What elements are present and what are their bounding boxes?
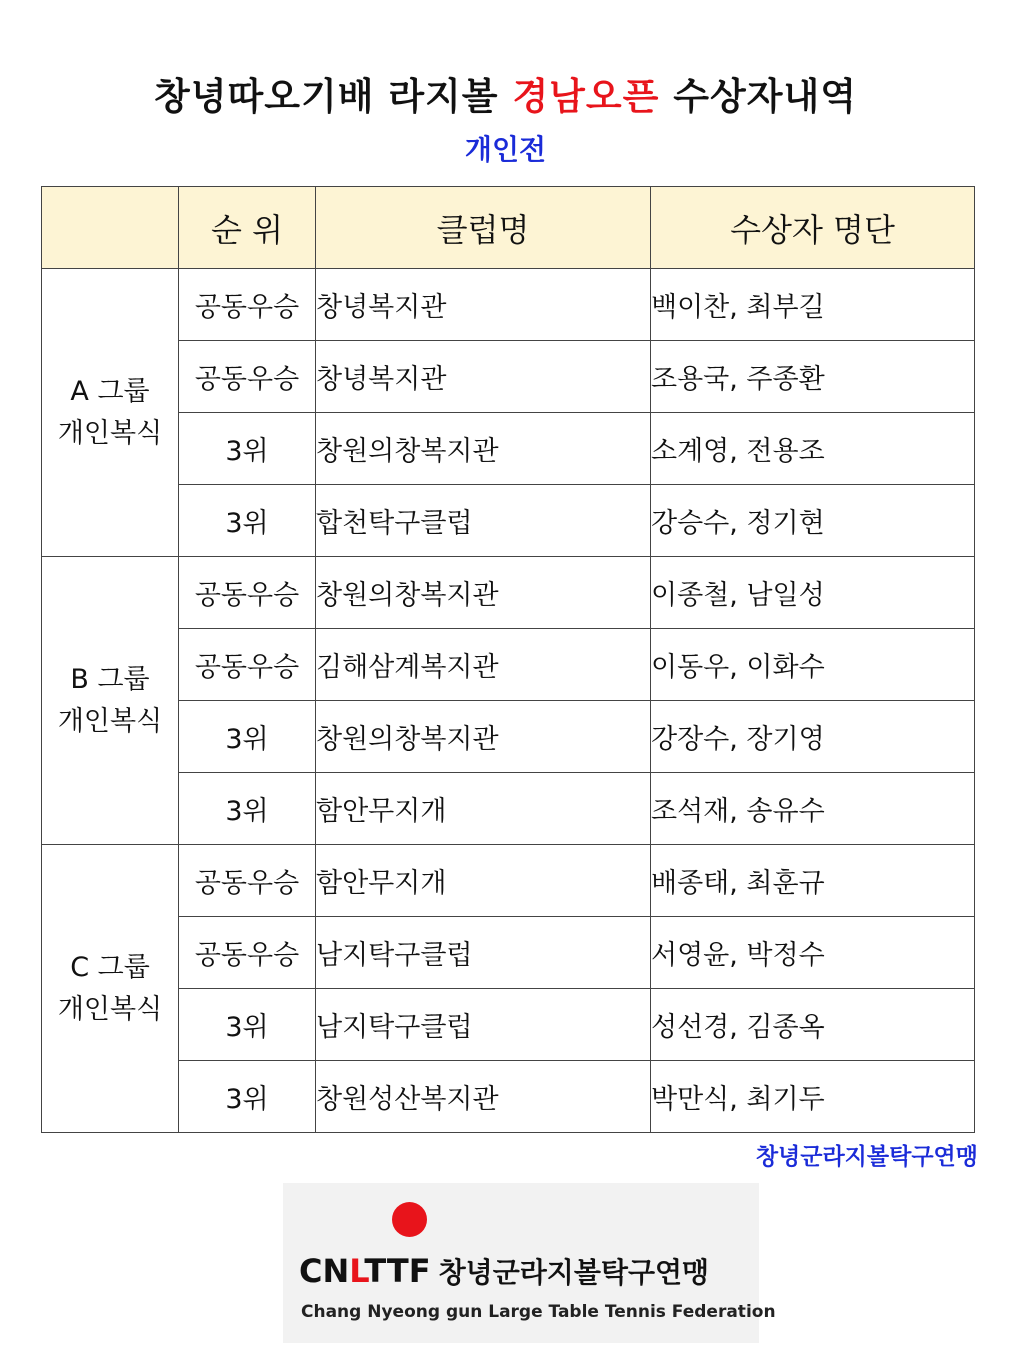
winners-cell: 조석재, 송유수 — [651, 773, 975, 845]
logo-english-name: Chang Nyeong gun Large Table Tennis Federation — [301, 1302, 776, 1322]
club-cell: 함안무지개 — [316, 773, 651, 845]
winners-cell: 배종태, 최훈규 — [651, 845, 975, 917]
club-cell: 창녕복지관 — [316, 341, 651, 413]
header-group — [42, 187, 179, 269]
winners-cell: 강승수, 정기현 — [651, 485, 975, 557]
table-header-row — [42, 187, 975, 269]
table-row — [42, 629, 975, 701]
club-cell: 창원의창복지관 — [316, 701, 651, 773]
winners-cell: 성선경, 김종옥 — [651, 989, 975, 1061]
club-cell: 창녕복지관 — [316, 269, 651, 341]
organization-name: 창녕군라지볼탁구연맹 — [755, 1144, 978, 1170]
logo-abbr-cn: CN — [299, 1252, 350, 1290]
winners-cell: 이동우, 이화수 — [651, 629, 975, 701]
winners-cell: 백이찬, 최부길 — [651, 269, 975, 341]
group-type: 개인복식 — [57, 705, 163, 737]
table-row — [42, 1061, 975, 1133]
table-row — [42, 989, 975, 1061]
club-cell: 창원성산복지관 — [316, 1061, 651, 1133]
club-cell: 김해삼계복지관 — [316, 629, 651, 701]
group-name: A 그룹 — [70, 375, 150, 407]
group-cell-c — [42, 845, 179, 1133]
winners-cell: 강장수, 장기영 — [651, 701, 975, 773]
rank-cell: 3위 — [179, 1061, 316, 1133]
winners-cell: 이종철, 남일성 — [651, 557, 975, 629]
club-cell: 남지탁구클럽 — [316, 917, 651, 989]
rank-cell: 3위 — [179, 989, 316, 1061]
club-cell: 함안무지개 — [316, 845, 651, 917]
winners-cell: 박만식, 최기두 — [651, 1061, 975, 1133]
results-table — [41, 186, 975, 1133]
table-row — [42, 485, 975, 557]
red-dot-icon — [392, 1202, 427, 1237]
table-row — [42, 557, 975, 629]
winners-cell: 서영윤, 박정수 — [651, 917, 975, 989]
table-row — [42, 413, 975, 485]
logo-abbr-ttf: TTF — [364, 1252, 431, 1290]
table-row — [42, 773, 975, 845]
header-club: 클럽명 — [316, 187, 651, 269]
title-suffix: 수상자내역 — [659, 75, 857, 118]
rank-cell: 공동우승 — [179, 269, 316, 341]
rank-cell: 3위 — [179, 701, 316, 773]
group-cell-b — [42, 557, 179, 845]
club-cell: 남지탁구클럽 — [316, 989, 651, 1061]
table-row — [42, 701, 975, 773]
group-cell-a — [42, 269, 179, 557]
winners-cell: 소계영, 전용조 — [651, 413, 975, 485]
logo-abbr-l: L — [349, 1252, 365, 1290]
rank-cell: 공동우승 — [179, 629, 316, 701]
rank-cell: 3위 — [179, 413, 316, 485]
logo-korean-name: 창녕군라지볼탁구연맹 — [438, 1256, 710, 1289]
rank-cell: 공동우승 — [179, 917, 316, 989]
rank-cell: 공동우승 — [179, 341, 316, 413]
page-subtitle: 개인전 — [464, 133, 547, 166]
header-winners: 수상자 명단 — [651, 187, 975, 269]
group-type: 개인복식 — [57, 417, 163, 449]
group-name: B 그룹 — [70, 663, 150, 695]
rank-cell: 3위 — [179, 773, 316, 845]
federation-logo — [283, 1183, 776, 1343]
title-highlight: 경남오픈 — [512, 75, 660, 118]
table-row — [42, 845, 975, 917]
page-title — [0, 66, 1011, 120]
group-type: 개인복식 — [57, 993, 163, 1025]
club-cell: 합천탁구클럽 — [316, 485, 651, 557]
header-rank: 순 위 — [179, 187, 316, 269]
table-row — [42, 269, 975, 341]
table-row — [42, 341, 975, 413]
club-cell: 창원의창복지관 — [316, 413, 651, 485]
rank-cell: 3위 — [179, 485, 316, 557]
club-cell: 창원의창복지관 — [316, 557, 651, 629]
logo-wordmark — [299, 1251, 709, 1291]
table-row — [42, 917, 975, 989]
rank-cell: 공동우승 — [179, 845, 316, 917]
title-prefix: 창녕따오기배 라지볼 — [153, 75, 513, 118]
winners-cell: 조용국, 주종환 — [651, 341, 975, 413]
rank-cell: 공동우승 — [179, 557, 316, 629]
group-name: C 그룹 — [70, 951, 150, 983]
